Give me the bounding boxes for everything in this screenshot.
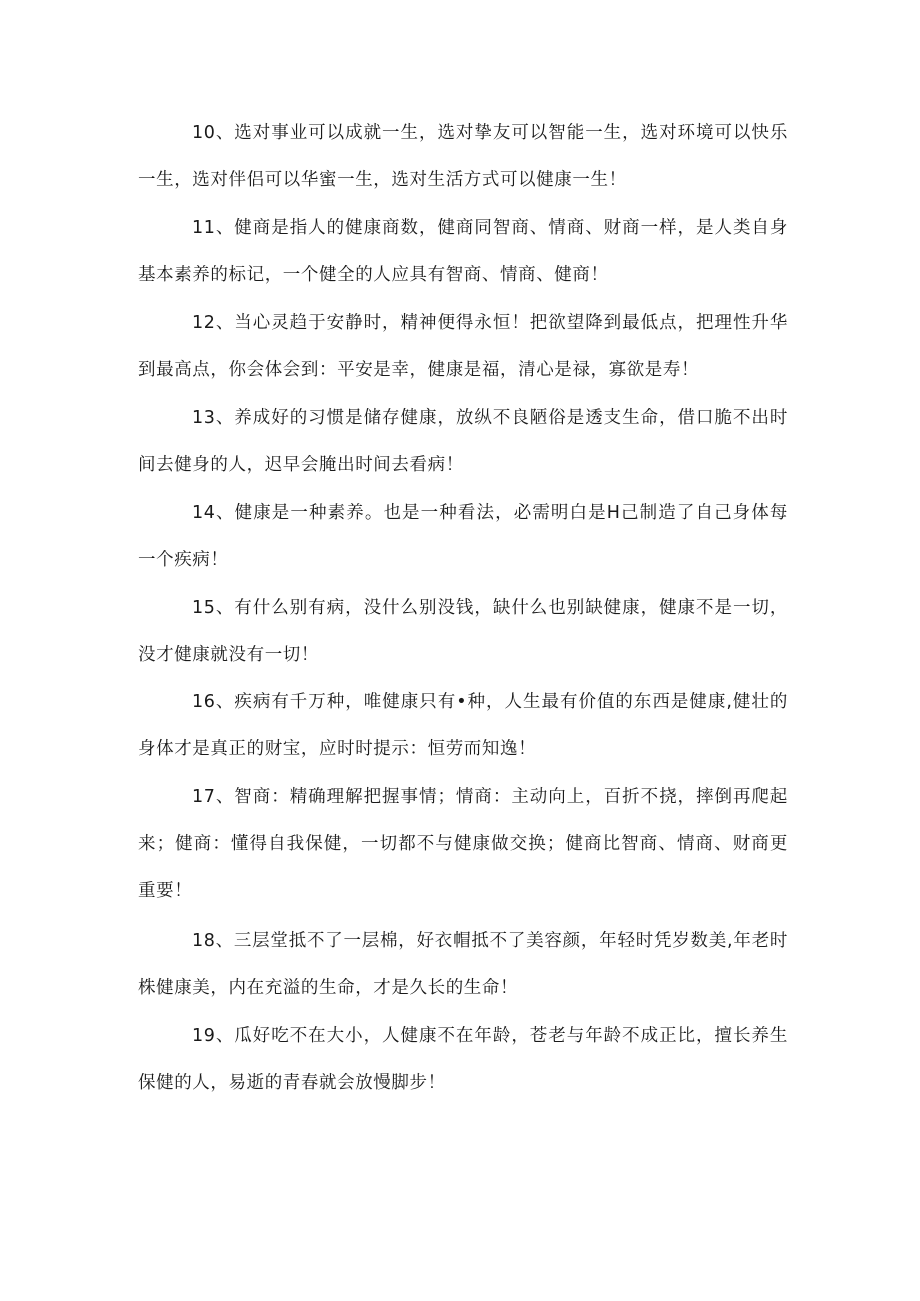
paragraph-13: 13、养成好的习惯是储存健康，放纵不良陋俗是透支生命，借口脆不出时间去健身的人，迟早会腌出时间去看病！ [138,408,788,475]
paragraph-15: 15、有什么别有病，没什么别没钱，缺什么也别缺健康，健康不是一切，没才健康就没有一切！ [138,598,788,665]
paragraph-12: 12、当心灵趋于安静时，精神便得永恒！把欲望降到最低点，把理性升华到最高点，你会体会到：平安是幸，健康是福，清心是禄，寡欲是寿！ [138,313,788,380]
paragraph-11: 11、健商是指人的健康商数，健商同智商、情商、财商一样，是人类自身基本素养的标记，一个健全的人应具有智商、情商、健商！ [138,218,788,285]
paragraph-18: 18、三层堂抵不了一层棉，好衣帽抵不了美容颜，年轻时凭岁数美,年老时株健康美，内在充溢的生命，才是久长的生命！ [138,931,788,998]
paragraph-10: 10、选对事业可以成就一生，选对挚友可以智能一生，选对环境可以快乐一生，选对伴侣可以华蜜一生，选对生活方式可以健康一生！ [138,123,788,190]
paragraph-19: 19、瓜好吃不在大小，人健康不在年龄，苍老与年龄不成正比，擅长养生保健的人，易逝的青春就会放慢脚步！ [138,1026,788,1093]
paragraph-17: 17、智商：精确理解把握事情；情商：主动向上，百折不挠，摔倒再爬起来；健商：懂得自我保健，一切都不与健康做交换；健商比智商、情商、财商更重要！ [138,787,788,901]
paragraph-14: 14、健康是一种素养。也是一种看法，必需明白是H己制造了自己身体每一个疾病！ [138,503,788,570]
paragraph-16: 16、疾病有千万种，唯健康只有•种，人生最有价值的东西是健康,健壮的身体才是真正的财宝，应时时提示：恒劳而知逸！ [138,692,788,759]
